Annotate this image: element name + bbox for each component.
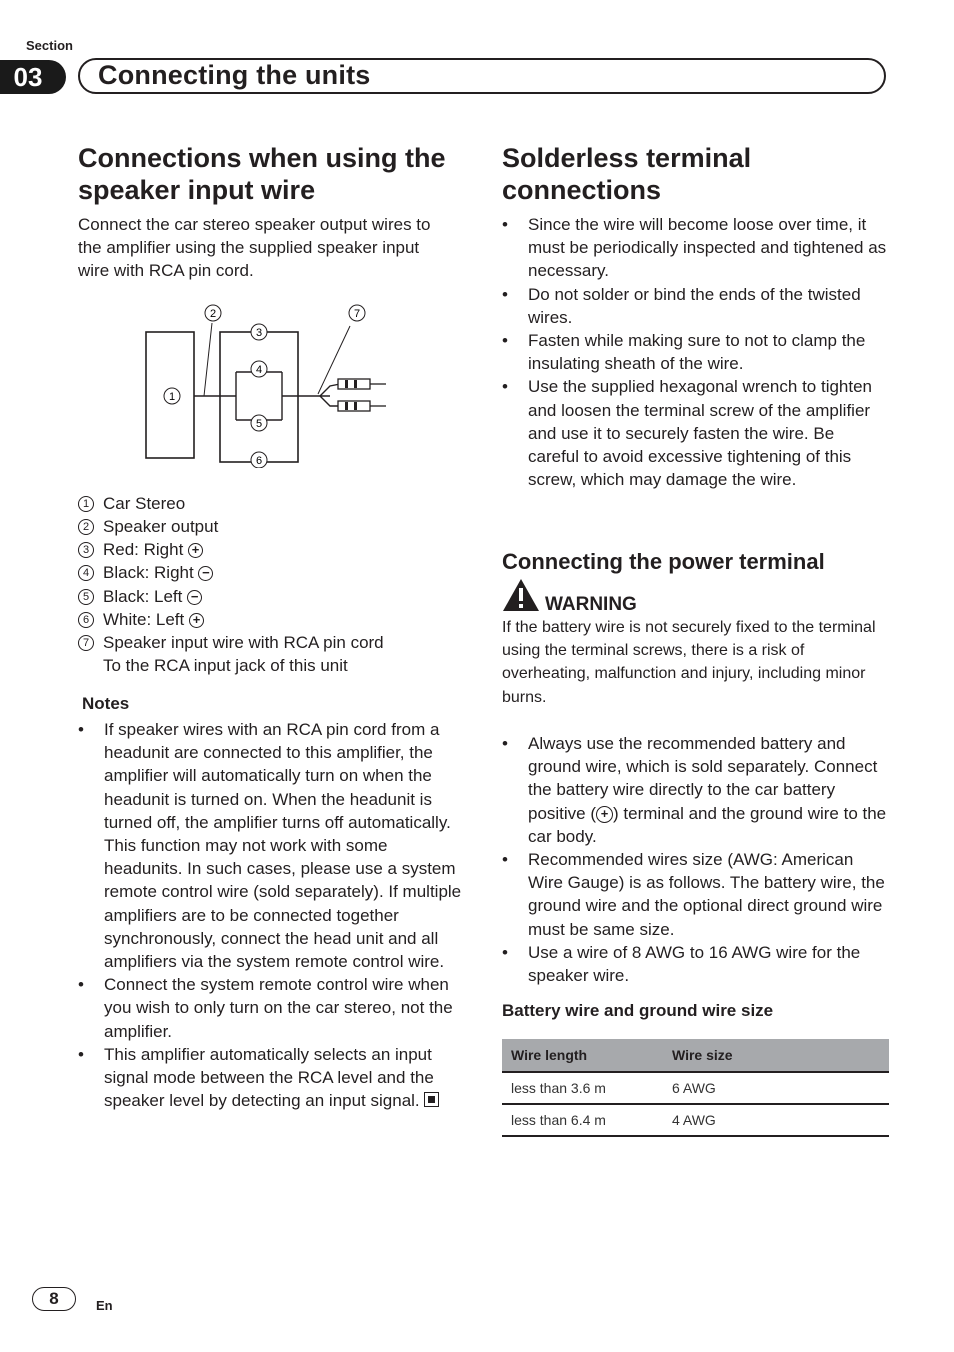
table-cell: less than 6.4 m [502,1104,663,1136]
bullet-item: • Since the wire will become loose over time, it must be periodically inspected and tightened as necessary. [502,215,887,281]
note-item: • This amplifier automatically selects an input signal mode between the RCA level and the speaker level by detecting an input signal. [78,1043,464,1113]
left-intro: Connect the car stereo speaker output wires to the amplifier using the supplied speaker input wire with RCA pin cord. [78,215,431,281]
power-bullets [502,732,888,987]
wire-size-table [502,1039,889,1137]
right-heading: Solderless terminal connections [502,143,752,205]
legend-item: 1 Car Stereo [78,492,185,515]
legend-item: 4 Black: Right − [78,561,213,584]
diagram-marker [205,305,221,321]
minus-sign-icon: − [198,566,213,581]
table-row [502,1104,889,1136]
plus-sign-icon: + [596,806,613,823]
section-number-badge: 03 [0,60,66,94]
note-item: • Connect the system remote control wire when you wish to only turn on the car stereo, not the amplifier. [78,975,453,1041]
table-cell: 4 AWG [663,1104,889,1136]
table-header-row [502,1039,889,1072]
bullet-item: • Recommended wires size (AWG: American Wire Gauge) is as follows. The battery wire, the ground wire and the optional direct ground wire must be same size. [502,850,885,939]
diagram-marker [251,324,267,340]
section-label: Section [26,38,73,53]
svg-text:3: 3 [255,327,263,339]
speaker-wiring-diagram [140,296,400,468]
legend-item: 3 Red: Right + [78,538,203,561]
table-title: Battery wire and ground wire size [502,1001,774,1020]
legend-item: 7 Speaker input wire with RCA pin cord [78,631,384,654]
notes-list [78,718,464,1112]
bullet-item: • Always use the recommended battery and ground wire, which is sold separately. Connect the battery wire directly to the car battery positive ( + ) terminal and the ground wire to the car body. [502,734,887,846]
legend-item: 2 Speaker output [78,515,218,538]
page-number: 8 [32,1287,76,1311]
table-cell: 6 AWG [663,1072,889,1104]
warning-text: If the battery wire is not securely fixed to the terminal using the terminal screws, there is a risk of overheating, malfunction and injury, including minor burns. [502,619,876,706]
table-row [502,1072,889,1104]
bullet-item: • Use a wire of 8 AWG to 16 AWG wire for the speaker wire. [502,942,861,986]
section-title: Connecting the units [98,60,371,90]
diagram-marker [251,361,267,377]
power-terminal-heading: Connecting the power terminal [502,549,825,574]
language-label: En [96,1298,113,1313]
warning-label: WARNING [545,594,637,615]
legend-extra: To the RCA input jack of this unit [103,656,348,675]
warning-icon [502,578,540,612]
minus-sign-icon: − [187,590,202,605]
legend-item: 5 Black: Left − [78,585,202,608]
diagram-marker [164,388,180,404]
svg-text:5: 5 [255,418,263,430]
diagram-marker [349,305,365,321]
bullet-item: • Use the supplied hexagonal wrench to tighten and loosen the terminal screw of the amplifier and use it to securely fasten the wire. Be careful to avoid excessive tightening of this screw, which may damage the wire. [502,377,873,490]
plus-sign-icon: + [189,613,204,628]
column-header: Wire size [663,1039,889,1072]
bullet-item: • Fasten while making sure to not to clamp the insulating sheath of the wire. [502,331,866,374]
bullet-item: • Do not solder or bind the ends of the twisted wires. [502,284,861,327]
diagram-marker [251,452,267,468]
wire-loom-shape [220,332,298,462]
solderless-bullets [502,213,888,491]
svg-text:2: 2 [209,308,217,320]
left-heading: Connections when using the speaker input wire [78,143,446,205]
column-header: Wire length [502,1039,663,1072]
table-cell: less than 3.6 m [502,1072,663,1104]
end-of-section-icon [424,1092,439,1107]
svg-text:1: 1 [168,391,176,403]
legend-item: 6 White: Left + [78,608,204,631]
note-item: • If speaker wires with an RCA pin cord from a headunit are connected to this amplifier, the amplifier will automatically turn on when the headunit is turned on. When the headunit is turned off, the amplifier turns off automatically. This function may not work with some headunits. In such cases, please use a system remote control wire (sold separately). If multiple amplifiers are to be connected together synchronously, connect the head unit and all amplifiers via the system remote control wire. [78,720,462,972]
svg-text:4: 4 [255,364,263,376]
notes-title: Notes [82,694,130,713]
plus-sign-icon: + [188,543,203,558]
diagram-marker [251,415,267,431]
svg-text:7: 7 [353,308,361,320]
svg-text:6: 6 [255,455,263,467]
